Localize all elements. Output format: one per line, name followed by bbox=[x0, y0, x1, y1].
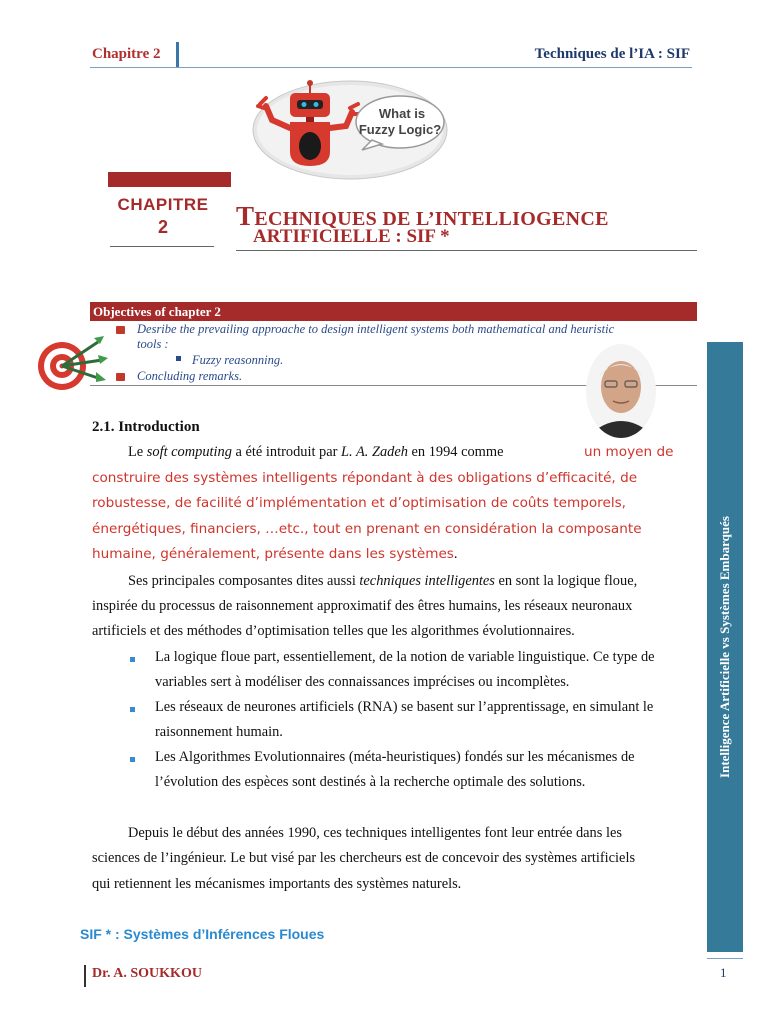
sidebar-text: Intelligence Artificielle vs Systèmes Embarqués bbox=[717, 516, 732, 778]
sidebar-banner bbox=[707, 342, 743, 952]
bullet-2-line-2: raisonnement humain. bbox=[155, 724, 283, 740]
objectives-heading: Objectives of chapter 2 bbox=[90, 302, 697, 321]
paragraph-1-line-2: construire des systèmes intelligents répondant à des obligations d’efficacité, de bbox=[92, 470, 638, 486]
page-rule bbox=[707, 958, 743, 959]
objective-item-1: Desribe the prevailing approache to design intelligent systems both mathematical and heuristic bbox=[137, 322, 615, 336]
header-rule bbox=[90, 67, 692, 68]
text: . bbox=[453, 546, 458, 562]
text: en 1994 comme bbox=[407, 444, 504, 460]
text: Le bbox=[128, 444, 147, 460]
fuzzy-logic-banner-image bbox=[250, 78, 450, 182]
page-number: 1 bbox=[720, 965, 727, 980]
objective-item-1-cont: tools : bbox=[137, 337, 169, 351]
banner-text-line1: What is bbox=[378, 106, 426, 121]
paragraph-3-line-2: sciences de l’ingénieur. Le but visé par les chercheurs est de concevoir des systèmes artificiels bbox=[92, 850, 636, 866]
bullet-1-line-1: La logique floue part, essentiellement, de la notion de variable linguistique. Ce type de bbox=[155, 649, 655, 665]
paragraph-3-line-1: Depuis le début des années 1990, ces techniques intelligentes font leur entrée dans les bbox=[128, 825, 622, 841]
chapter-rule bbox=[110, 246, 214, 247]
header-chapter: Chapitre 2 bbox=[92, 46, 161, 62]
text: Ses principales composantes dites aussi bbox=[128, 573, 360, 589]
chapter-accent-bar bbox=[108, 172, 231, 187]
footnote: SIF * : Systèmes d’Inférences Floues bbox=[80, 926, 325, 942]
text-highlight: humaine, généralement, présente dans les systèmes bbox=[92, 546, 454, 562]
banner-text-line2: Fuzzy Logic? bbox=[358, 122, 442, 137]
paragraph-1-line-5 bbox=[92, 542, 458, 568]
text-italic: L. A. Zadeh bbox=[341, 444, 408, 460]
bullet-icon bbox=[130, 757, 135, 762]
paragraph-3-line-3: qui retiennent les mécanismes importants des systèmes naturels. bbox=[92, 876, 462, 892]
bullet-1-line-2: variables sert à modéliser des connaissances imprécises ou incomplètes. bbox=[155, 674, 570, 690]
paragraph-1-line-3: robustesse, de facilité d’implémentation et d’optimisation de coûts temporels, bbox=[92, 495, 626, 511]
chapter-title-initial: T bbox=[236, 201, 255, 231]
title-rule bbox=[236, 250, 697, 251]
paragraph-2-line-2: inspirée du processus de raisonnement approximatif des êtres humains, les réseaux neuronaux bbox=[92, 598, 633, 614]
objective-subbullet-icon bbox=[176, 356, 181, 361]
objective-subitem: Fuzzy reasonning. bbox=[192, 353, 284, 367]
text: a été introduit par bbox=[231, 444, 342, 460]
chapter-label: CHAPITRE bbox=[117, 195, 209, 214]
objective-bullet-icon bbox=[116, 326, 125, 334]
chapter-number: 2 bbox=[157, 217, 168, 237]
paragraph-2-line-3: artificiels et des méthodes d’optimisation telles que les algorithmes évolutionnaires. bbox=[92, 623, 575, 639]
footer-author: Dr. A. SOUKKOU bbox=[92, 966, 202, 981]
paragraph-1-line-4: énergétiques, financiers, …etc., tout en prenant en considération la composante bbox=[92, 521, 642, 537]
target-icon bbox=[36, 330, 108, 392]
header-divider bbox=[176, 42, 179, 68]
text-italic: techniques intelligentes bbox=[359, 573, 495, 589]
text-italic: soft computing bbox=[146, 444, 232, 460]
bullet-2-line-1: Les réseaux de neurones artificiels (RNA) se basent sur l’apprentissage, en simulant le bbox=[155, 699, 654, 715]
paragraph-1-highlight-start: un moyen de bbox=[584, 444, 674, 460]
paragraph-2-line-1 bbox=[128, 569, 637, 595]
section-title: 2.1. Introduction bbox=[92, 419, 200, 435]
objective-item-2: Concluding remarks. bbox=[137, 369, 243, 383]
bullet-3-line-1: Les Algorithmes Evolutionnaires (méta-heuristiques) fondés sur les mécanismes de bbox=[155, 749, 635, 765]
footer-divider bbox=[84, 965, 86, 987]
paragraph-1-line-1 bbox=[128, 440, 503, 466]
bullet-icon bbox=[130, 707, 135, 712]
header-title: Techniques de l’IA : SIF bbox=[534, 46, 690, 62]
portrait-image bbox=[585, 343, 657, 439]
bullet-icon bbox=[130, 657, 135, 662]
chapter-title-line2: ARTIFICIELLE : SIF * bbox=[253, 226, 450, 247]
text: en sont la logique floue, bbox=[494, 573, 638, 589]
objective-bullet-icon bbox=[116, 373, 125, 381]
bullet-3-line-2: l’évolution des espèces sont destinés à la recherche optimale des solutions. bbox=[155, 774, 586, 790]
chapter-title-rest: ECHNIQUES DE L’INTELLIOGENCE bbox=[254, 208, 609, 230]
